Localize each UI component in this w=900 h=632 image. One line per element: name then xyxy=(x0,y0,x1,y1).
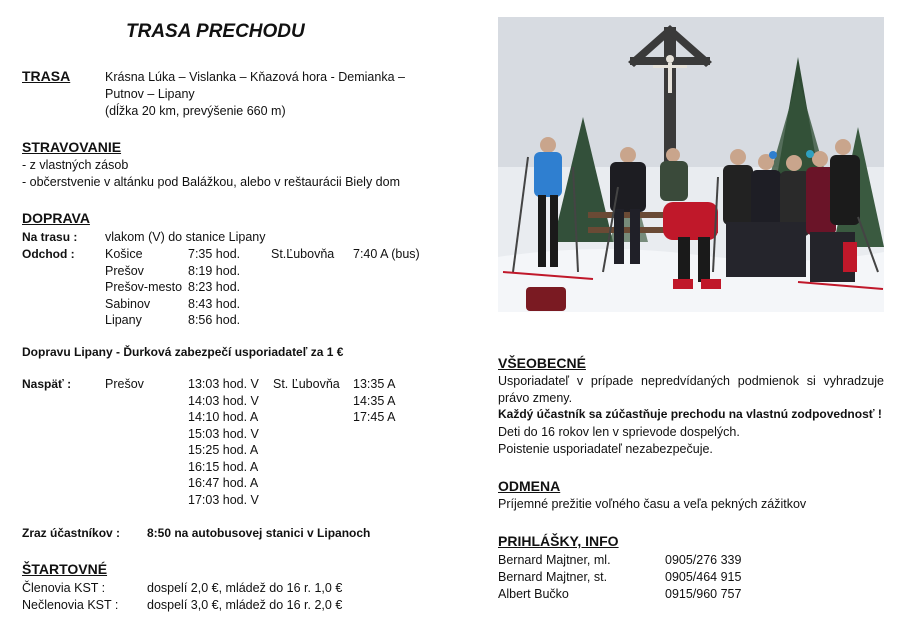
vseobecne-line-3: Deti do 16 rokov len v sprievode dospelých. xyxy=(498,425,740,439)
vseobecne-bold-line: Každý účastník sa zúčastňuje prechodu na vlastnú zodpovednosť ! xyxy=(498,407,882,421)
vseobecne-line-4: Poistenie usporiadateľ nezabezpečuje. xyxy=(498,442,713,456)
trasa-line-1: Krásna Lúka – Vislanka – Kňazová hora - Demianka – xyxy=(105,70,405,84)
naspat-time: 13:35 A xyxy=(353,377,396,391)
doprava-heading: DOPRAVA xyxy=(22,210,90,226)
bus-note: Dopravu Lipany - Ďurková zabezpečí usporiadateľ za 1 € xyxy=(22,345,344,359)
vseobecne-para-1: Usporiadateľ v prípade nepredvídaných podmienok si vyhradzuje právo zmeny. xyxy=(498,374,884,405)
startovne-label: Nečlenovia KST : xyxy=(22,598,119,612)
startovne-label: Členovia KST : xyxy=(22,581,106,595)
startovne-value: dospelí 3,0 €, mládež do 16 r. 2,0 € xyxy=(147,598,343,612)
stravovanie-line-2: - občerstvenie v altánku pod Balážkou, alebo v reštaurácii Biely dom xyxy=(22,175,400,189)
startovne-value: dospelí 2,0 €, mládež do 16 r. 1,0 € xyxy=(147,581,343,595)
zraz-value: 8:50 na autobusovej stanici v Lipanoch xyxy=(147,526,371,540)
naspat-time: 15:03 hod. V xyxy=(188,427,259,441)
prihlasky-heading: PRIHLÁŠKY, INFO xyxy=(498,533,619,549)
naspat-place-1: Prešov xyxy=(105,377,144,391)
contact-phone: 0915/960 757 xyxy=(665,587,742,601)
odchod-time: 8:19 hod. xyxy=(188,264,241,278)
naspat-time: 14:03 hod. V xyxy=(188,394,259,408)
contact-phone: 0905/276 339 xyxy=(665,553,742,567)
naspat-time: 17:45 A xyxy=(353,410,396,424)
naspat-time: 17:03 hod. V xyxy=(188,493,259,507)
odchod-time: 8:43 hod. xyxy=(188,297,241,311)
trasa-heading: TRASA xyxy=(22,68,71,84)
naspat-time: 16:15 hod. A xyxy=(188,460,259,474)
odchod-place: Sabinov xyxy=(105,297,151,311)
contact-name: Bernard Majtner, ml. xyxy=(498,553,611,567)
stravovanie-line-1: - z vlastných zásob xyxy=(22,158,129,172)
zraz-label: Zraz účastníkov : xyxy=(22,526,121,540)
naspat-place-2: St. Ľubovňa xyxy=(273,377,340,391)
naspat-time: 14:35 A xyxy=(353,394,396,408)
group-photo xyxy=(498,17,884,312)
contact-name: Bernard Majtner, st. xyxy=(498,570,608,584)
startovne-heading: ŠTARTOVNÉ xyxy=(22,561,108,577)
naspat-time: 14:10 hod. A xyxy=(188,410,259,424)
naspat-time: 15:25 hod. A xyxy=(188,443,259,457)
naspat-time: 16:47 hod. A xyxy=(188,476,259,490)
na-trasu-label: Na trasu : xyxy=(22,230,78,244)
contact-phone: 0905/464 915 xyxy=(665,570,742,584)
odchod-time: 8:23 hod. xyxy=(188,280,241,294)
odchod-label: Odchod : xyxy=(22,247,75,261)
odchod-place: Prešov xyxy=(105,264,144,278)
odchod-time: 8:56 hod. xyxy=(188,313,241,327)
naspat-label: Naspäť : xyxy=(22,377,72,391)
odchod-place: Lipany xyxy=(105,313,142,327)
odchod-extra-place: St.Ľubovňa xyxy=(271,247,335,261)
trasa-line-2: Putnov – Lipany xyxy=(105,87,195,101)
odmena-heading: ODMENA xyxy=(498,478,561,494)
odchod-place: Prešov-mesto xyxy=(105,280,183,294)
odmena-text: Príjemné prežitie voľného času a veľa pekných zážitkov xyxy=(498,497,807,511)
odchod-time: 7:35 hod. xyxy=(188,247,241,261)
odchod-place: Košice xyxy=(105,247,143,261)
naspat-time: 13:03 hod. V xyxy=(188,377,259,391)
contact-name: Albert Bučko xyxy=(498,587,569,601)
page-title: TRASA PRECHODU xyxy=(126,21,305,42)
vseobecne-heading: VŠEOBECNÉ xyxy=(498,355,586,371)
odchod-extra-time: 7:40 A (bus) xyxy=(353,247,420,261)
na-trasu-value: vlakom (V) do stanice Lipany xyxy=(105,230,266,244)
trasa-line-3: (dĺžka 20 km, prevýšenie 660 m) xyxy=(105,104,286,118)
stravovanie-heading: STRAVOVANIE xyxy=(22,139,122,155)
